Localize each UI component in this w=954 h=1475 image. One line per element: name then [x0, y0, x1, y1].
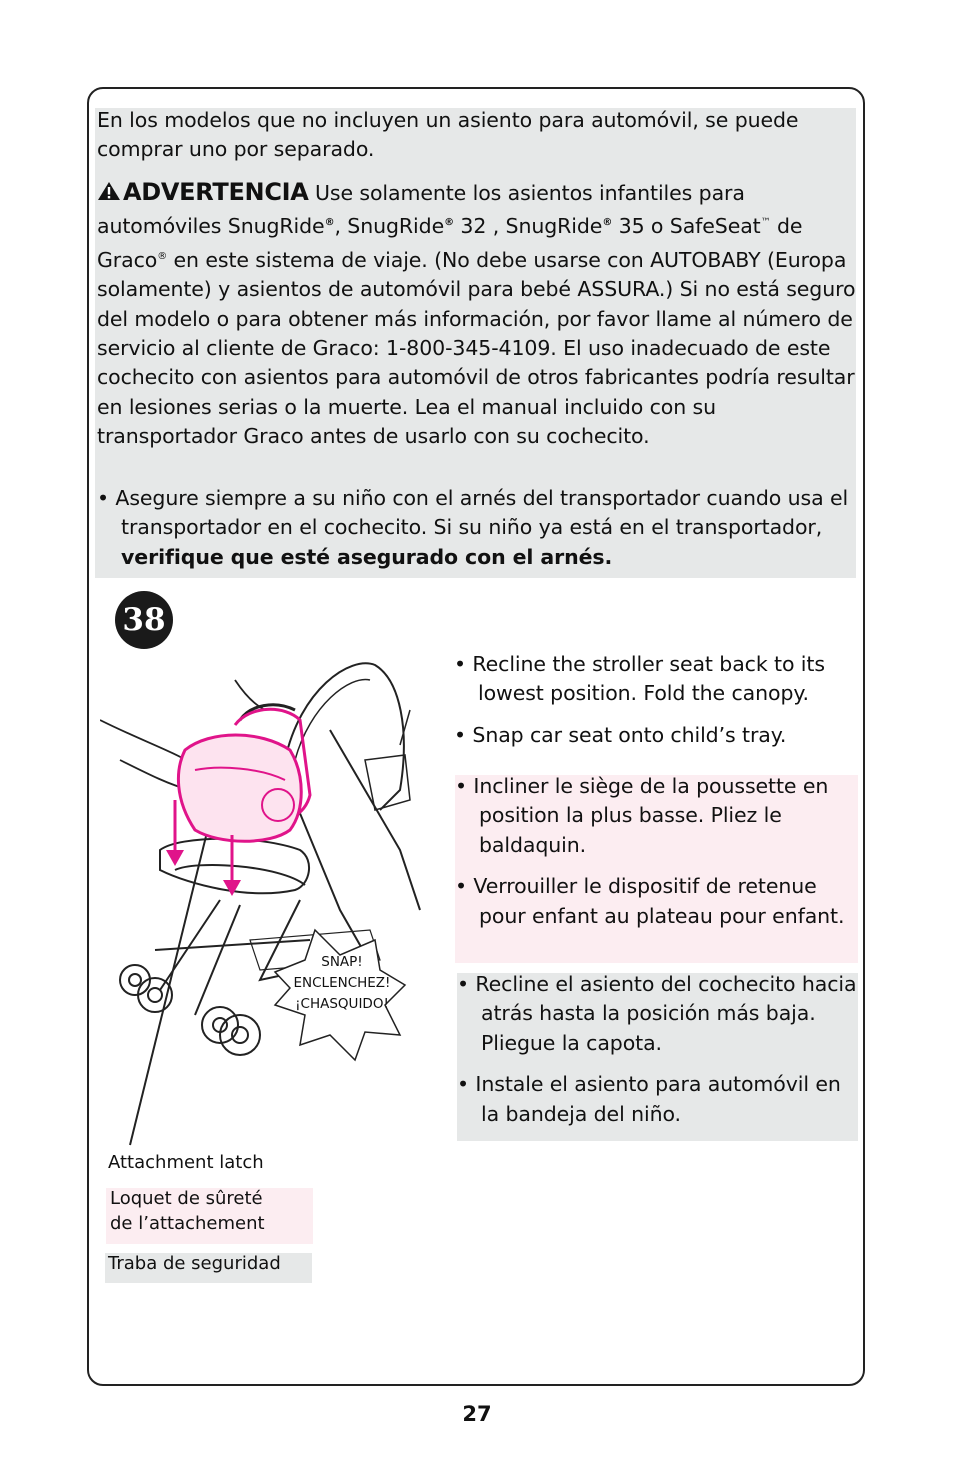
warning-paragraph: [97, 178, 857, 452]
registered-mark: ®: [444, 217, 454, 229]
trademark-mark: ™: [760, 217, 771, 229]
snap-label-en: SNAP!: [321, 954, 363, 970]
warning-text-1: Use solamente los asientos infantiles para automóviles SnugRide: [97, 181, 745, 239]
warning-text-2: , SnugRide: [334, 214, 445, 239]
warning-text-4: 35 o SafeSeat: [612, 214, 761, 239]
snap-callout: [272, 952, 412, 1015]
instructions-en: [454, 650, 854, 750]
instruction-item: • Verrouiller le dispositif de retenue pour enfant au plateau pour enfant.: [455, 874, 845, 928]
instructions-fr: [455, 772, 855, 931]
stroller-car-seat-illustration: [100, 650, 440, 1150]
warning-text-3: 32 , SnugRide: [453, 214, 603, 239]
instruction-item: • Incliner le siège de la poussette en position la plus basse. Pliez le baldaquin.: [455, 774, 829, 857]
instruction-item: • Instale el asiento para automóvil en la bandeja del niño.: [457, 1072, 841, 1126]
latch-label-fr: [110, 1186, 265, 1236]
intro-paragraph: En los modelos que no incluyen un asiento para automóvil, se puede comprar uno por separado.: [97, 108, 799, 162]
latch-label-en: Attachment latch: [108, 1152, 264, 1173]
warning-text-5: de Graco: [97, 214, 803, 272]
harness-bullet: [97, 484, 881, 572]
registered-mark: ®: [602, 217, 613, 229]
instruction-item: • Snap car seat onto child’s tray.: [454, 722, 787, 747]
snap-label-fr: ENCLENCHEZ!: [293, 975, 391, 991]
instruction-item: • Recline the stroller seat back to its lowest position. Fold the canopy.: [454, 652, 825, 706]
snap-label-es: ¡CHASQUIDO!: [295, 996, 389, 1012]
harness-bullet-text: • Asegure siempre a su niño con el arnés del transportador cuando usa el transportador en el cochecito. Si su niño ya está en el transportador,: [97, 486, 849, 540]
latch-label-fr-line1: Loquet de sûreté: [110, 1188, 263, 1209]
warning-triangle-icon: [97, 181, 121, 201]
step-number-badge: 38: [115, 591, 173, 649]
instructions-es: [457, 970, 857, 1129]
latch-label-fr-line2: de l’attachement: [110, 1213, 265, 1234]
page-number: 27: [462, 1402, 492, 1426]
latch-label-es: Traba de seguridad: [108, 1253, 281, 1274]
warning-text-6: en este sistema de viaje. (No debe usarse con AUTOBABY (Europa solamente) y asientos de automóvil para bebé ASSURA.) Si no está seguro del modelo o para obtener más información, por favor llame al número de servicio al cliente de Graco: 1-800-345-4109. El uso inadecuado de este cochecito con asientos para automóvil de otros fabricantes podría resultar en lesiones serias o la muerte. Lea el manual incluido con su transportador Graco antes de usarlo con su cochecito.: [97, 247, 856, 449]
harness-bullet-bold: verifique que esté asegurado con el arnés.: [121, 544, 613, 569]
warning-title: ADVERTENCIA: [123, 178, 309, 206]
registered-mark: ®: [157, 250, 168, 262]
registered-mark: ®: [324, 217, 335, 229]
instruction-item: • Recline el asiento del cochecito hacia atrás hasta la posición más baja. Pliegue la capota.: [457, 972, 857, 1055]
